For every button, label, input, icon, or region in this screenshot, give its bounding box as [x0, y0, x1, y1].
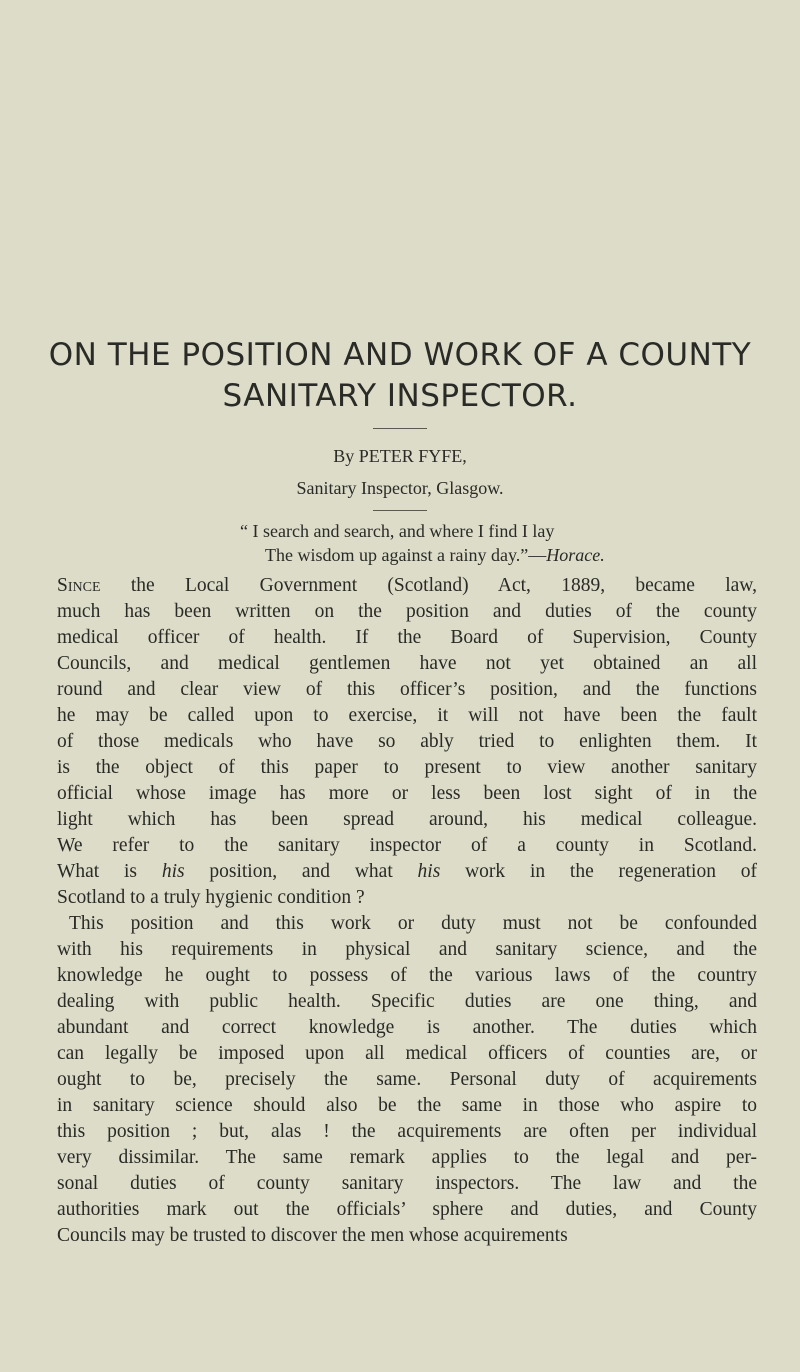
paragraph-line: Scotland to a truly hygienic condition ? — [57, 887, 365, 908]
paragraph-line: very dissimilar. The same remark applies to the legal and per- — [57, 1147, 757, 1168]
paragraph-line: is the object of this paper to present to view another sanitary — [57, 757, 757, 778]
epigraph-line-2 — [265, 545, 800, 566]
paragraph-line: he may be called upon to exercise, it will not have been the fault — [57, 705, 757, 726]
paragraph-line: Councils may be trusted to discover the men whose acquirements — [57, 1225, 568, 1246]
paragraph-line: with his requirements in physical and sanitary science, and the — [57, 939, 757, 960]
paragraph-line: We refer to the sanitary inspector of a county in Scotland. — [57, 835, 757, 856]
paragraph-2-line-1: This position and this work or duty must not be confounded — [69, 913, 757, 934]
byline — [200, 446, 600, 467]
byline-divider — [373, 510, 427, 511]
paragraph-line: this position ; but, alas ! the acquirements are often per individual — [57, 1121, 757, 1142]
paragraph-line: official whose image has more or less been lost sight of in the — [57, 783, 757, 804]
paragraph-line: light which has been spread around, his medical colleague. — [57, 809, 757, 830]
paragraph-line: abundant and correct knowledge is another. The duties which — [57, 1017, 757, 1038]
paragraph-line: dealing with public health. Specific duties are one thing, and — [57, 991, 757, 1012]
byline-prefix: By — [333, 446, 355, 466]
paragraph-line: round and clear view of this officer’s position, and the functions — [57, 679, 757, 700]
paragraph-line: knowledge he ought to possess of the various laws of the country — [57, 965, 757, 986]
lead-word: Since — [57, 575, 101, 596]
epigraph-attribution: Horace. — [546, 545, 605, 565]
paragraph-line: much has been written on the position and duties of the county — [57, 601, 757, 622]
epigraph-line-1: “ I search and search, and where I find I lay — [240, 521, 555, 541]
paragraph-line: medical officer of health. If the Board of Supervision, County — [57, 627, 757, 648]
title-divider — [373, 428, 427, 429]
article-title-line-2: SANITARY INSPECTOR. — [222, 378, 578, 414]
paragraph-line: ought to be, precisely the same. Personal duty of acquirements — [57, 1069, 757, 1090]
paragraph-line: Councils, and medical gentlemen have not yet obtained an all — [57, 653, 757, 674]
paragraph-line: can legally be imposed upon all medical officers of counties are, or — [57, 1043, 757, 1064]
author-affiliation: Sanitary Inspector, Glasgow. — [296, 478, 504, 498]
paragraph-line: sonal duties of county sanitary inspectors. The law and the — [57, 1173, 757, 1194]
paragraph-line: authorities mark out the officials’ sphere and duties, and County — [57, 1199, 757, 1220]
article-title-line-1: ON THE POSITION AND WORK OF A COUNTY — [48, 337, 752, 373]
paragraph-line: of those medicals who have so ably tried to enlighten them. It — [57, 731, 757, 752]
paragraph-1-line-1: Since the Local Government (Scotland) Act, 1889, became law, — [57, 575, 757, 596]
paragraph-line: What is his position, and what his work in the regeneration of — [57, 861, 757, 882]
paragraph-line: in sanitary science should also be the same in those who aspire to — [57, 1095, 757, 1116]
epigraph-text: The wisdom up against a rainy day.”— — [265, 545, 547, 565]
author-name: PETER FYFE, — [358, 446, 467, 466]
